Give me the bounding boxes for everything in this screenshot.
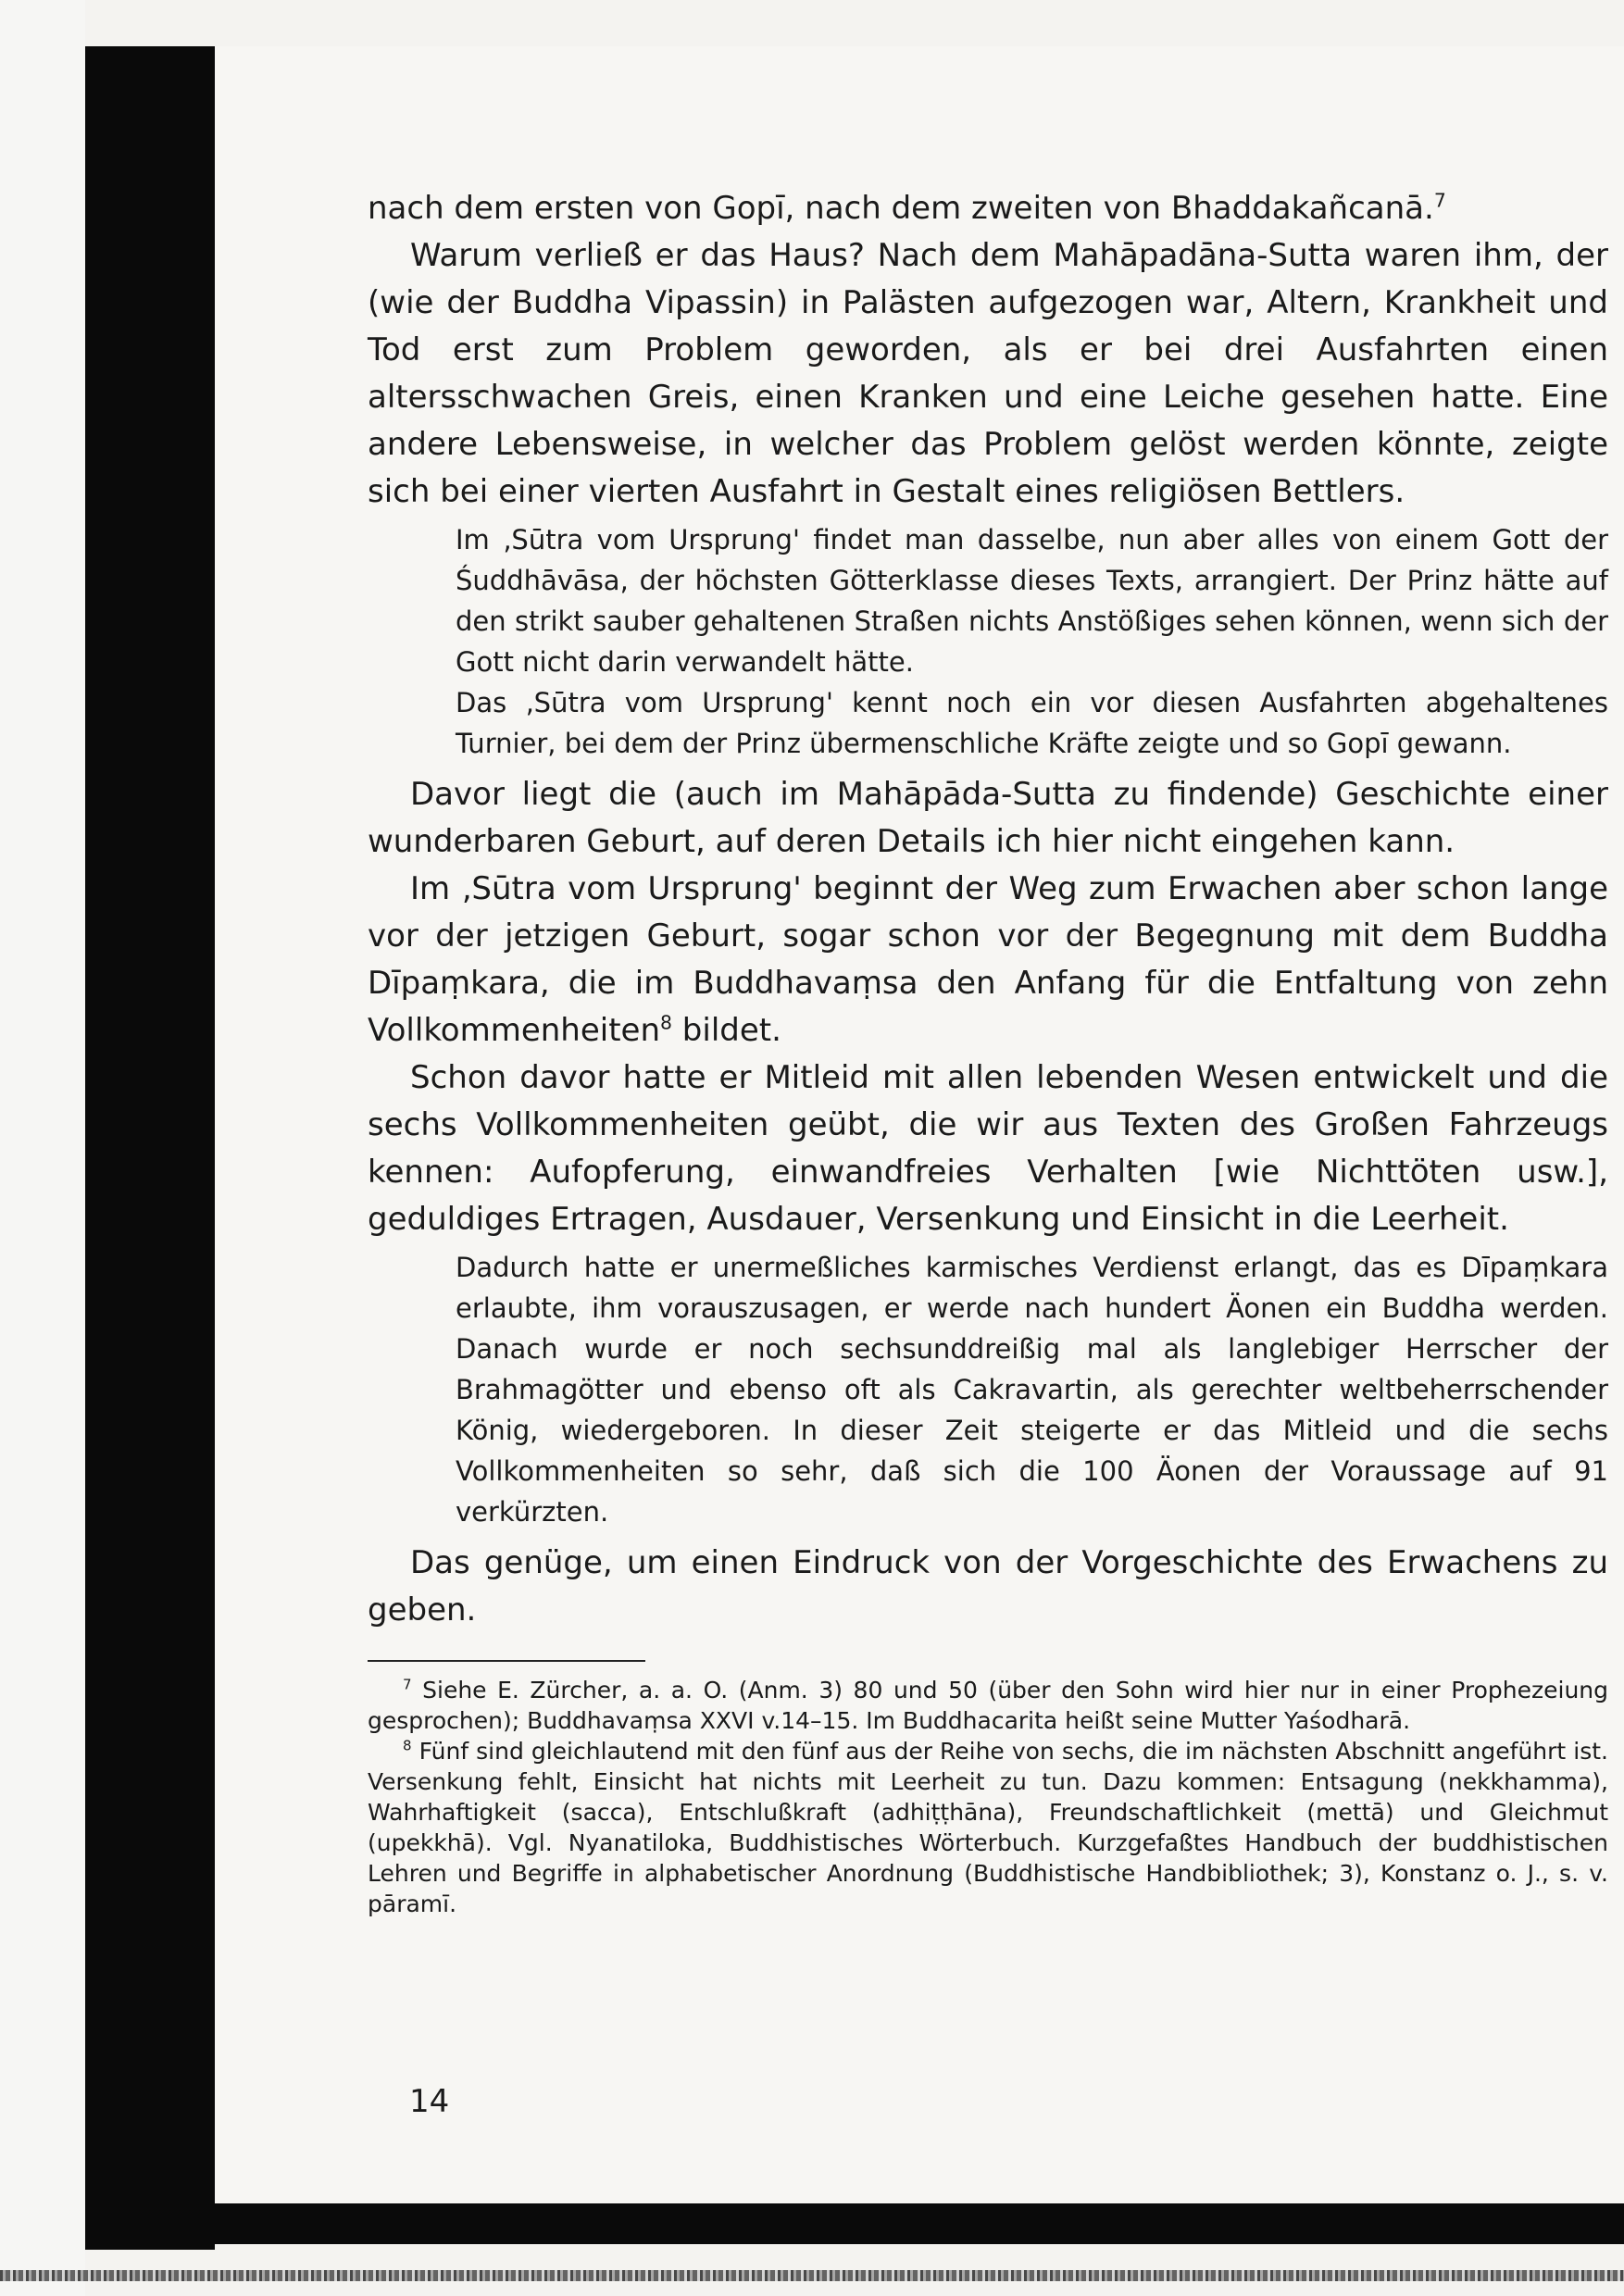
scan-margin-left bbox=[0, 0, 85, 2296]
scan-shadow-bottom bbox=[215, 2203, 1624, 2244]
footnote-8: $^8$ Fünf sind gleichlautend mit den fünf aus der Reihe von sechs, die im nächsten Abschnitt angeführt ist. Versenkung fehlt, Einsicht hat nichts mit Leerheit zu tun. Dazu kommen: Entsagung (nekkhamma), Wahrhaftigkeit (sacca), Entschlußkraft (adhiṭṭhāna), Freundschaftlichkeit (mettā) und Gleichmut (upekkhā). Vgl. Nyanatiloka, Buddhistisches Wörterbuch. Kurzgefaßtes Handbuch der buddhistischen Lehren und Begriffe in alphabetischer Anordnung (Buddhistische Handbibliothek; 3), Konstanz o. J., s. v. pāramī. bbox=[368, 1737, 1608, 1917]
book-page bbox=[215, 46, 1624, 2203]
footnote-num-7: 7 bbox=[403, 1676, 412, 1693]
paragraph-2: Warum verließ er das Haus? Nach dem Mahāpadāna-Sutta waren ihm, der (wie der Buddha Vipassin) in Palästen aufgezogen war, Altern, Krankheit und Tod erst zum Problem geworden, als er bei drei Ausfahrten einen altersschwachen Greis, einen Kranken und eine Leiche gesehen hatte. Eine andere Lebensweise, in welcher das Problem gelöst werden könnte, zeigte sich bei einer vierten Ausfahrt in Gestalt eines religiösen Bettlers. bbox=[368, 237, 1608, 510]
quote-block-1 bbox=[456, 519, 1608, 764]
footnote-num-8: 8 bbox=[403, 1737, 412, 1754]
quote-paragraph-2: Das ‚Sūtra vom Ursprung' kennt noch ein vor diesen Ausfahrten abgehaltenes Turnier, bei dem der Prinz übermenschliche Kräfte zeigte und so Gopī gewann. bbox=[456, 687, 1608, 759]
paragraph-1: nach dem ersten von Gopī, nach dem zweiten von Bhaddakañcanā.$^7$ bbox=[368, 189, 1446, 227]
main-text-2 bbox=[368, 771, 1608, 1243]
main-text bbox=[368, 185, 1608, 516]
footnote-rule bbox=[368, 1660, 645, 1662]
footnote-ref-7: 7 bbox=[1433, 189, 1446, 212]
footnotes bbox=[368, 1660, 1608, 1919]
paragraph-6: Das genüge, um einen Eindruck von der Vorgeschichte des Erwachens zu geben. bbox=[368, 1544, 1608, 1628]
quote-block-2 bbox=[456, 1247, 1608, 1532]
page-content bbox=[368, 185, 1608, 1919]
main-text-3 bbox=[368, 1540, 1608, 1634]
paragraph-4: Im ‚Sūtra vom Ursprung' beginnt der Weg zum Erwachen aber schon lange vor der jetzigen Geburt, sogar schon vor der Begegnung mit dem Buddha Dīpaṃkara, die im Buddhavaṃsa den Anfang für die Entfaltung von zehn Vollkommenheiten$^8$ bildet. bbox=[368, 870, 1608, 1049]
paragraph-3: Davor liegt die (auch im Mahāpāda-Sutta zu findende) Geschichte einer wunderbaren Geburt, auf deren Details ich hier nicht eingehen kann. bbox=[368, 776, 1608, 860]
page-number: 14 bbox=[409, 2083, 450, 2120]
scan-noise-strip bbox=[0, 2270, 1624, 2281]
footnote-7: $^7$ Siehe E. Zürcher, a. a. O. (Anm. 3) 80 und 50 (über den Sohn wird hier nur in einer Prophezeiung gesprochen); Buddhavaṃsa XXVI v.14–15. Im Buddhacarita heißt seine Mutter Yaśodharā. bbox=[368, 1676, 1608, 1734]
quote-paragraph-1: Im ‚Sūtra vom Ursprung' findet man dasselbe, nun aber alles von einem Gott der Śuddhāvāsa, der höchsten Götterklasse dieses Texts, arrangiert. Der Prinz hätte auf den strikt sauber gehaltenen Straßen nichts Anstößiges sehen können, wenn sich der Gott nicht darin verwandelt hätte. bbox=[456, 524, 1608, 678]
paragraph-5: Schon davor hatte er Mitleid mit allen lebenden Wesen entwickelt und die sechs Vollkommenheiten geübt, die wir aus Texten des Großen Fahrzeugs kennen: Aufopferung, einwandfreies Verhalten [wie Nichttöten usw.], geduldiges Ertragen, Ausdauer, Versenkung und Einsicht in die Leerheit. bbox=[368, 1059, 1608, 1238]
scan-shadow-binding bbox=[85, 46, 215, 2250]
footnote-ref-8: 8 bbox=[660, 1011, 672, 1034]
quote-paragraph-3: Dadurch hatte er unermeßliches karmisches Verdienst erlangt, das es Dīpaṃkara erlaubte, ihm vorauszusagen, er werde nach hundert Äonen ein Buddha werden. Danach wurde er noch sechsunddreißig mal als langlebiger Herrscher der Brahmagötter und ebenso oft als Cakravartin, als gerechter weltbeherrschender König, wiedergeboren. In dieser Zeit steigerte er das Mitleid und die sechs Vollkommenheiten so sehr, daß sich die 100 Äonen der Voraussage auf 91 verkürzten. bbox=[456, 1252, 1608, 1528]
